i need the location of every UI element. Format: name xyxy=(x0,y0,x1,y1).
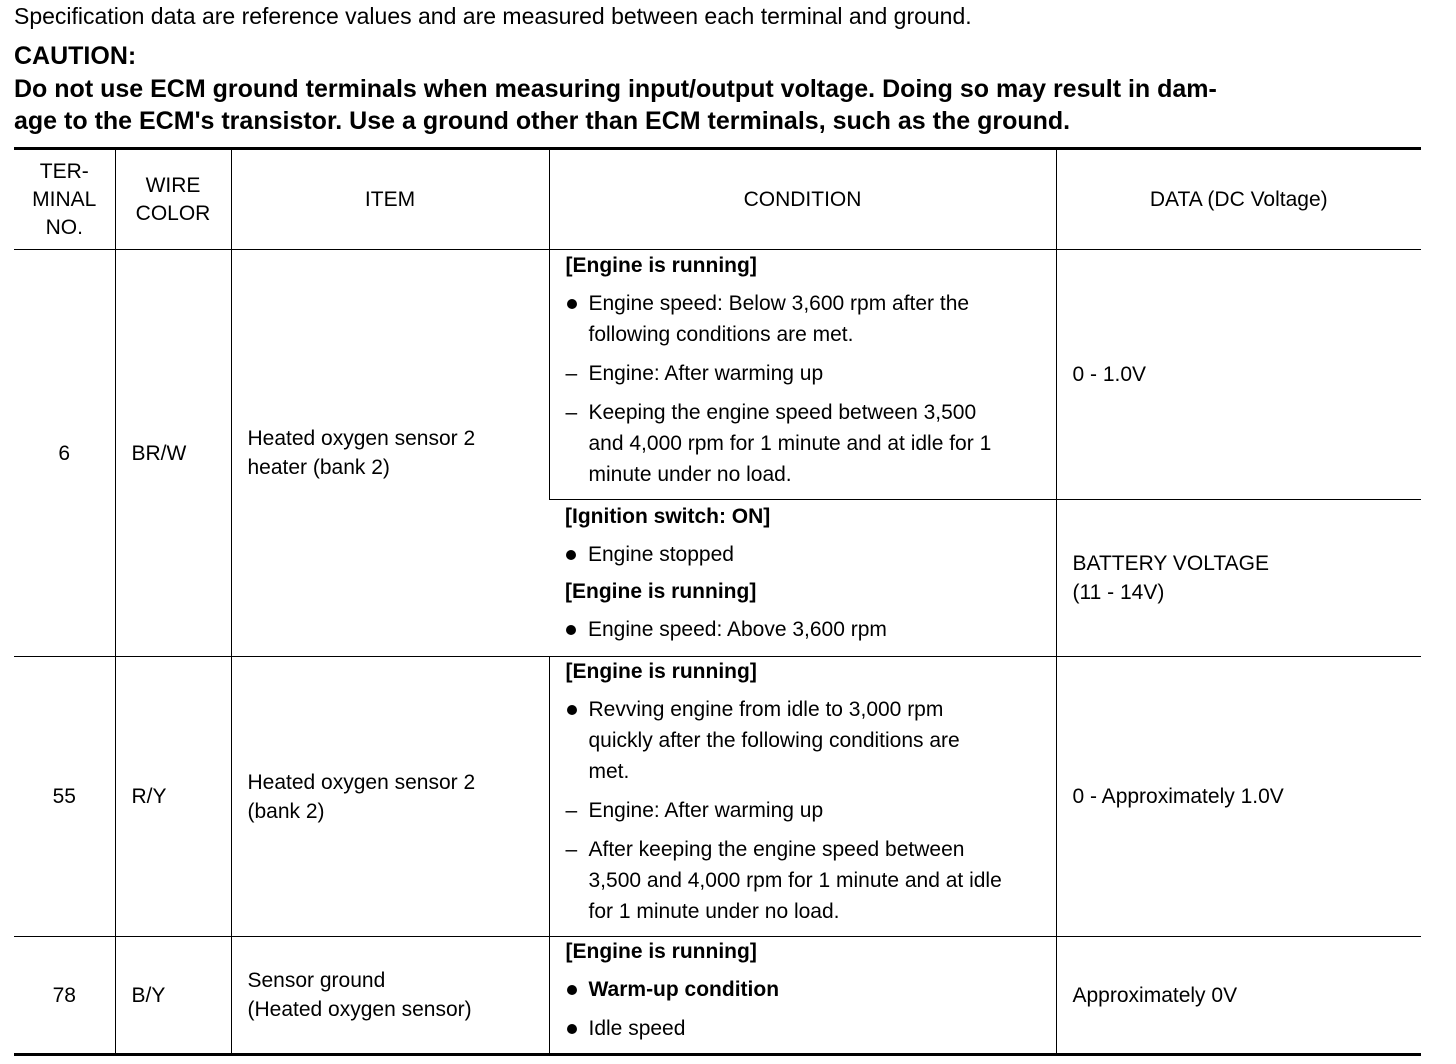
condition-line: minute under no load. xyxy=(588,462,792,486)
wire-color-cell: R/Y xyxy=(115,657,231,937)
wire-color-cell: B/Y xyxy=(115,937,231,1055)
item-cell xyxy=(231,657,549,937)
item-line: Sensor ground xyxy=(247,969,386,992)
header-line: WIRE xyxy=(145,173,201,197)
condition-cell xyxy=(549,500,1056,657)
item-line: (bank 2) xyxy=(247,799,325,823)
condition-line: Warm-up condition xyxy=(588,978,780,1001)
condition-header: [Engine is running] xyxy=(565,253,757,277)
data-line: Approximately 0V xyxy=(1072,983,1238,1007)
condition-header: [Engine is running] xyxy=(565,940,757,963)
condition-line: met. xyxy=(588,760,630,783)
condition-cell xyxy=(549,250,1056,500)
condition-bullet xyxy=(566,288,1040,350)
condition-bullet xyxy=(566,974,1040,1005)
caution-line: age to the ECM's transistor. Use a ground other than ECM terminals, such as the ground. xyxy=(14,107,1071,135)
header-line: NO. xyxy=(45,215,83,239)
condition-line: – Engine: After warming up xyxy=(588,799,824,822)
header-line: COLOR xyxy=(135,201,211,225)
header-row xyxy=(14,149,1421,250)
header-item: ITEM xyxy=(231,149,549,250)
table-row xyxy=(14,657,1421,937)
table-row xyxy=(14,937,1421,1055)
terminal-number-cell: 6 xyxy=(14,250,115,657)
caution-label: CAUTION: xyxy=(14,42,137,70)
condition-header: [Engine is running] xyxy=(565,580,757,603)
condition-line: – After keeping the engine speed between xyxy=(588,838,965,861)
data-cell xyxy=(1056,250,1421,500)
data-cell xyxy=(1056,657,1421,937)
data-cell xyxy=(1056,937,1421,1055)
caution-line: Do not use ECM ground terminals when measuring input/output voltage. Doing so may result in dam- xyxy=(14,75,1217,103)
caution-text xyxy=(14,73,1424,137)
condition-line: – Engine: After warming up xyxy=(588,361,824,385)
condition-bullet xyxy=(565,614,1040,645)
terminal-number-cell: 55 xyxy=(14,657,115,937)
table-row xyxy=(14,250,1421,500)
data-line: 0 - 1.0V xyxy=(1072,363,1147,386)
terminal-number-cell: 78 xyxy=(14,937,115,1055)
header-wire-color xyxy=(115,149,231,250)
condition-line: 3,500 and 4,000 rpm for 1 minute and at idle xyxy=(588,869,1002,892)
condition-dash-item xyxy=(566,358,1040,389)
condition-header: [Ignition switch: ON] xyxy=(565,505,771,528)
condition-bullet xyxy=(566,694,1040,787)
condition-line: Engine stopped xyxy=(588,543,734,566)
condition-line: Idle speed xyxy=(588,1017,686,1040)
condition-bullet xyxy=(565,539,1040,570)
header-terminal xyxy=(14,149,115,250)
condition-header: [Engine is running] xyxy=(565,660,757,683)
header-line: MINAL xyxy=(32,187,97,211)
condition-line: quickly after the following conditions are xyxy=(588,729,960,752)
intro-text: Specification data are reference values and are measured between each terminal and ground. xyxy=(14,3,972,29)
data-line: (11 - 14V) xyxy=(1072,581,1165,604)
condition-line: and 4,000 rpm for 1 minute and at idle for 1 xyxy=(588,431,992,455)
condition-line: following conditions are met. xyxy=(588,322,854,346)
condition-dash-item xyxy=(566,795,1040,826)
condition-line: – Keeping the engine speed between 3,500 xyxy=(588,400,977,424)
condition-bullet xyxy=(566,1013,1040,1044)
item-line: (Heated oxygen sensor) xyxy=(247,998,472,1021)
wire-color-cell: BR/W xyxy=(115,250,231,657)
data-line: BATTERY VOLTAGE xyxy=(1072,552,1269,575)
header-data: DATA (DC Voltage) xyxy=(1056,149,1421,250)
item-line: Heated oxygen sensor 2 xyxy=(247,770,476,794)
data-cell xyxy=(1056,500,1421,657)
condition-cell xyxy=(549,937,1056,1055)
header-line: TER- xyxy=(39,159,89,183)
item-line: Heated oxygen sensor 2 xyxy=(247,427,476,450)
condition-line: Engine speed: Below 3,600 rpm after the xyxy=(588,291,970,315)
condition-dash-item xyxy=(566,397,1040,490)
ecm-terminal-table xyxy=(14,147,1421,1056)
item-cell xyxy=(231,937,549,1055)
header-condition: CONDITION xyxy=(549,149,1056,250)
condition-line: Engine speed: Above 3,600 rpm xyxy=(588,618,887,641)
item-line: heater (bank 2) xyxy=(247,456,390,479)
data-line: 0 - Approximately 1.0V xyxy=(1072,785,1284,808)
condition-dash-item xyxy=(566,834,1040,927)
condition-line: for 1 minute under no load. xyxy=(588,900,840,923)
condition-cell xyxy=(549,657,1056,937)
item-cell xyxy=(231,250,549,657)
condition-line: Revving engine from idle to 3,000 rpm xyxy=(588,698,944,721)
